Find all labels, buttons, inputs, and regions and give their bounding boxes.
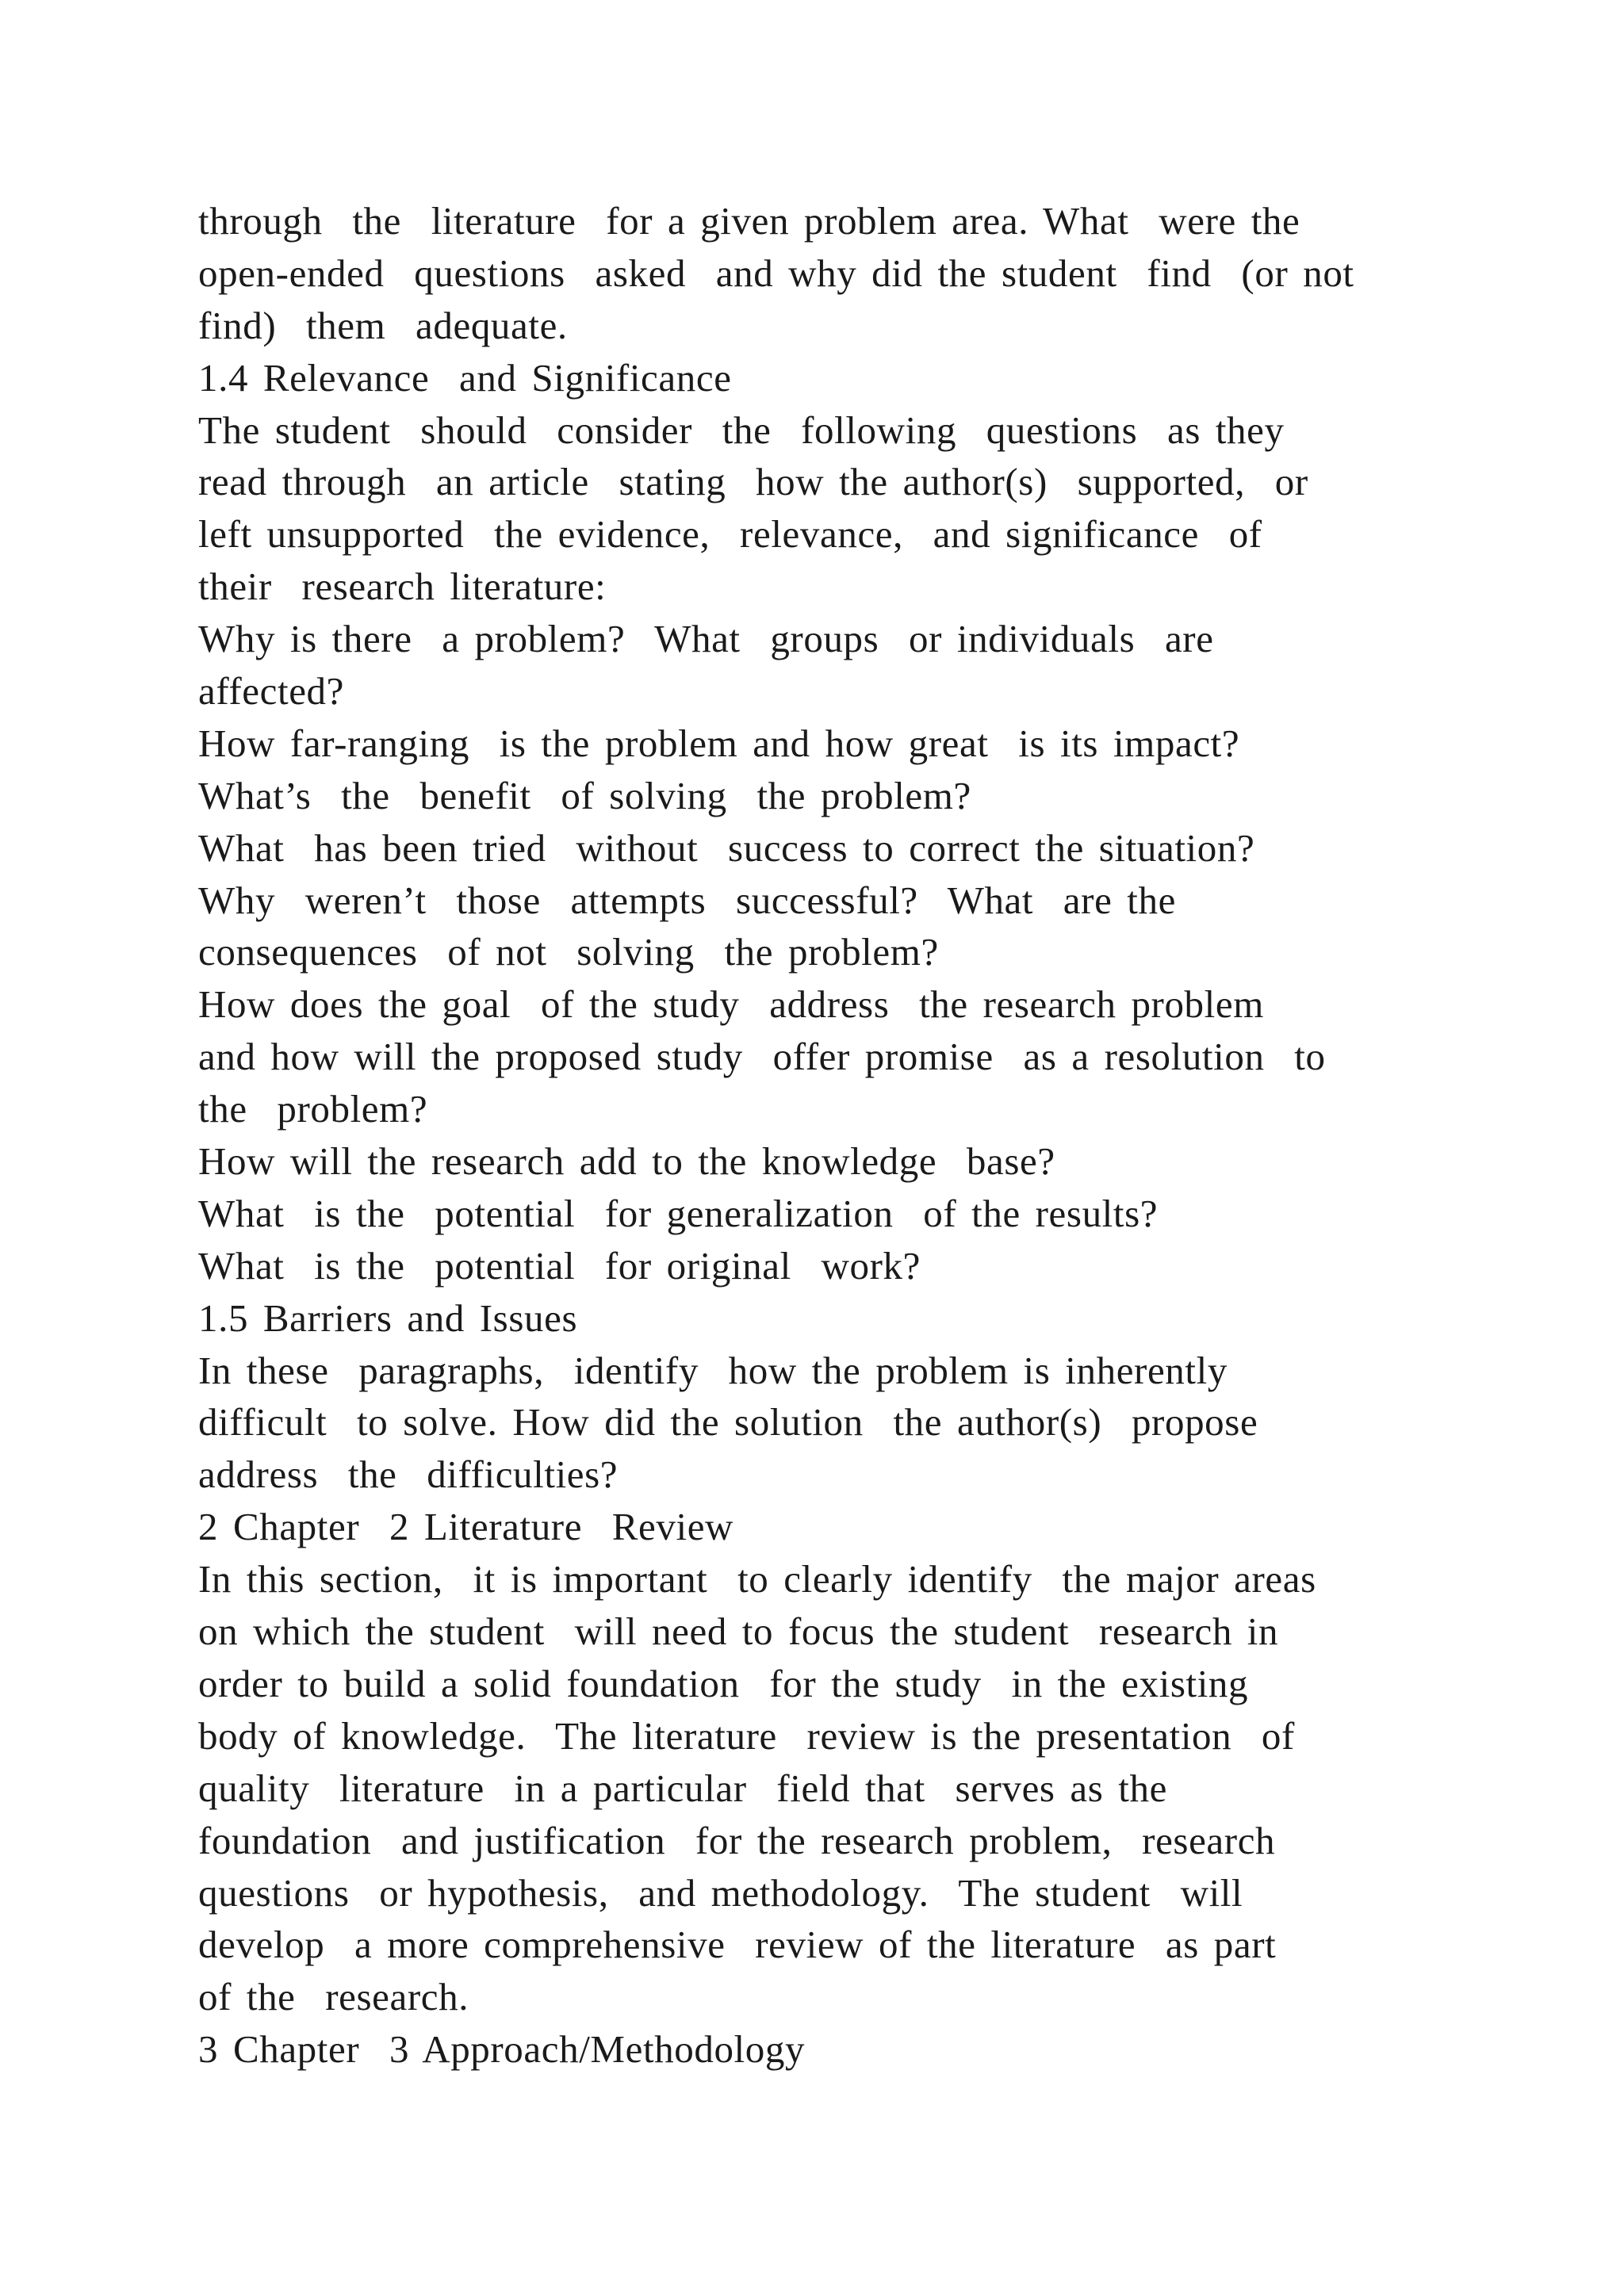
question-line: and how will the proposed study offer promise as a resolution to <box>198 1035 1326 1079</box>
text-line: order to build a solid foundation for the study in the existing <box>198 1661 1249 1705</box>
text-line: questions or hypothesis, and methodology. The student will <box>198 1870 1243 1915</box>
question-line: What is the potential for original work? <box>198 1243 921 1288</box>
text-line: of the research. <box>198 1975 469 2019</box>
question-line: Why weren’t those attempts successful? What are the <box>198 878 1176 922</box>
text-line: on which the student will need to focus the student research in <box>198 1609 1279 1654</box>
text-line: left unsupported the evidence, relevance, and significance of <box>198 512 1262 557</box>
question-line: How will the research add to the knowledge base? <box>198 1139 1055 1184</box>
text-line: quality literature in a particular field that serves as the <box>198 1766 1167 1810</box>
text-line: find) them adequate. <box>198 303 568 347</box>
text-line: difficult to solve. How did the solution the author(s) propose <box>198 1400 1258 1445</box>
text-line: through the literature for a given problem area. What were the <box>198 199 1300 243</box>
question-line: How does the goal of the study address the research problem <box>198 982 1264 1027</box>
text-line: read through an article stating how the author(s) supported, or <box>198 460 1308 504</box>
question-line: What’s the benefit of solving the problem? <box>198 773 971 817</box>
question-line: What has been tried without success to correct the situation? <box>198 825 1255 870</box>
text-line: body of knowledge. The literature review is the presentation of <box>198 1713 1295 1758</box>
chapter-heading: 3 Chapter 3 Approach/Methodology <box>198 2027 806 2072</box>
question-line: consequences of not solving the problem? <box>198 930 939 974</box>
text-line: In these paragraphs, identify how the problem is inherently <box>198 1348 1228 1392</box>
question-line: Why is there a problem? What groups or individuals are <box>198 617 1214 661</box>
question-line: the problem? <box>198 1087 428 1131</box>
section-heading: 1.4 Relevance and Significance <box>198 355 732 400</box>
text-line: foundation and justification for the research problem, research <box>198 1818 1276 1862</box>
question-line: affected? <box>198 669 345 714</box>
question-line: How far-ranging is the problem and how great is its impact? <box>198 721 1240 765</box>
question-line: What is the potential for generalization of the results? <box>198 1191 1159 1235</box>
text-line: address the difficulties? <box>198 1452 619 1497</box>
text-line: develop a more comprehensive review of the literature as part <box>198 1923 1277 1967</box>
section-heading: 1.5 Barriers and Issues <box>198 1295 578 1340</box>
text-line: open-ended questions asked and why did the student find (or not <box>198 251 1354 295</box>
chapter-heading: 2 Chapter 2 Literature Review <box>198 1505 734 1549</box>
text-line: their research literature: <box>198 564 607 609</box>
text-line: In this section, it is important to clearly identify the major areas <box>198 1557 1316 1601</box>
text-line: The student should consider the following questions as they <box>198 408 1285 452</box>
document-body <box>198 195 1499 2076</box>
